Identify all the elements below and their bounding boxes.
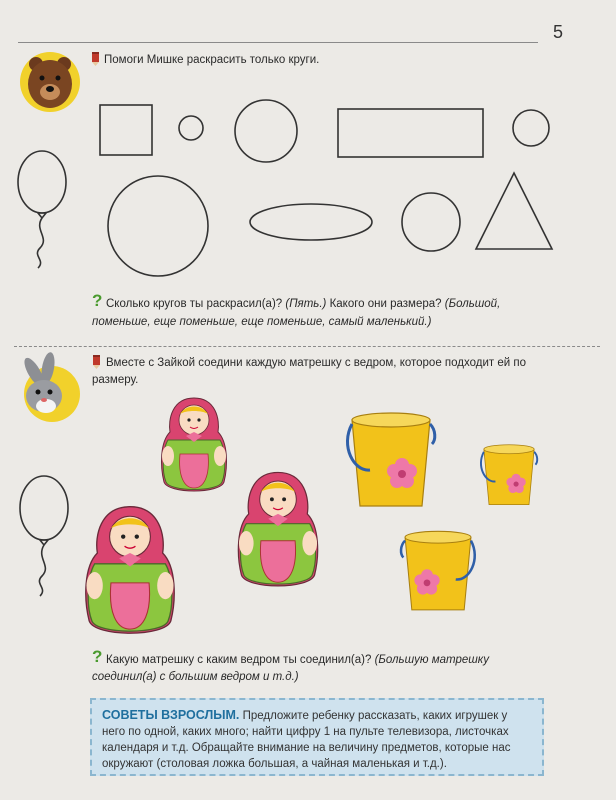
top-rule	[18, 42, 538, 43]
task1-question: Сколько кругов ты раскрасил(а)?	[106, 298, 283, 310]
task1-answer-1: (Пять.)	[285, 298, 327, 310]
shape-circle-medium[interactable]	[233, 98, 299, 164]
task2-answer-1: (Большую матрешку	[374, 654, 489, 666]
pencil-icon	[91, 52, 100, 66]
advice-text-1: Предложите ребенку рассказать, каких игрушек у	[242, 710, 508, 722]
shape-circle-medium-small[interactable]	[400, 191, 462, 253]
matryoshka-medium[interactable]	[234, 470, 322, 592]
task2-answer-line2: соединил(а) с большим ведром и т.д.)	[92, 671, 299, 683]
balloon-icon	[14, 150, 70, 270]
matryoshka-small[interactable]	[158, 396, 230, 496]
page-number: 5	[553, 22, 564, 42]
bucket-small[interactable]	[480, 440, 538, 510]
shape-triangle[interactable]	[474, 171, 554, 251]
svg-text:?: ?	[92, 291, 103, 310]
task2-question-line1	[106, 652, 596, 668]
task1-question-line1	[106, 296, 586, 312]
shape-circle-smallest[interactable]	[177, 114, 205, 142]
shape-circle-large[interactable]	[106, 174, 210, 278]
matryoshka-large[interactable]	[80, 504, 180, 640]
advice-text-4: окружают (столовая ложка большая, а чайная маленькая и т.д.).	[102, 758, 447, 770]
bucket-large[interactable]	[346, 410, 436, 510]
svg-text:?: ?	[92, 647, 103, 666]
advice-title: СОВЕТЫ ВЗРОСЛЫМ.	[102, 708, 240, 722]
task1-instruction: Помоги Мишке раскрасить только круги.	[104, 54, 320, 66]
task2-instruction-line2: размеру.	[92, 374, 139, 386]
task1-answer-line2: поменьше, еще поменьше, еще поменьше, самый маленький.)	[92, 316, 432, 328]
task2-instruction-line1: Вместе с Зайкой соедини каждую матрешку с ведром, которое подходит ей по	[106, 357, 526, 369]
bunny-icon	[12, 354, 82, 424]
pencil-icon	[92, 355, 101, 369]
advice-text-3: календаря и т.д. Обращайте внимание на величину предметов, которые нас	[102, 742, 511, 754]
shape-square[interactable]	[99, 104, 153, 156]
bucket-medium[interactable]	[400, 528, 476, 614]
balloon-icon	[16, 474, 72, 598]
shape-circle-small[interactable]	[511, 108, 551, 148]
shape-ellipse[interactable]	[248, 202, 374, 242]
section-divider	[14, 346, 600, 347]
advice-box	[90, 698, 544, 776]
question-icon	[92, 292, 104, 308]
task1-answer-2: (Большой,	[444, 298, 501, 310]
shape-rectangle[interactable]	[337, 108, 484, 158]
advice-text-2: него по одной, каких много; найти цифру 1 на пульте телевизора, листочках	[102, 726, 509, 738]
task1-question-2: Какого они размера?	[329, 298, 442, 310]
advice-line1	[102, 707, 532, 724]
question-icon	[92, 648, 104, 664]
bear-icon	[14, 48, 80, 114]
task2-question: Какую матрешку с каким ведром ты соединил(а)?	[106, 654, 372, 666]
